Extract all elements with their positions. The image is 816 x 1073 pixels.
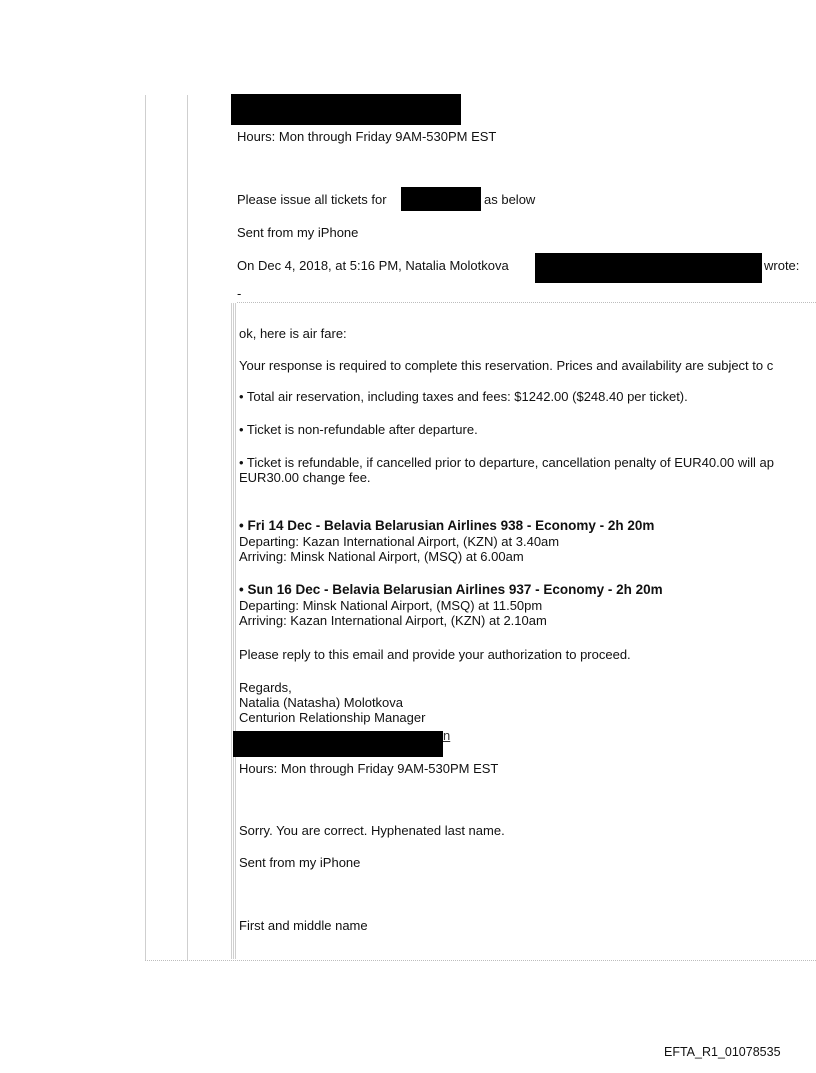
non-refundable-bullet: • Ticket is non-refundable after departure. — [239, 422, 478, 437]
quote-separator-line — [237, 302, 816, 303]
quote-bar — [231, 303, 237, 959]
signature-title: Centurion Relationship Manager — [239, 710, 426, 725]
change-fee-text: EUR30.00 change fee. — [239, 470, 371, 485]
quote-header-text: On Dec 4, 2018, at 5:16 PM, Natalia Molotkova — [237, 258, 509, 273]
refundable-bullet: • Ticket is refundable, if cancelled prior to departure, cancellation penalty of EUR40.00 will ap — [239, 455, 774, 470]
total-fare-bullet: • Total air reservation, including taxes and fees: $1242.00 ($248.40 per ticket). — [239, 389, 688, 404]
flight-2-title: • Sun 16 Dec - Belavia Belarusian Airlines 937 - Economy - 2h 20m — [239, 582, 663, 597]
airfare-text: ok, here is air fare: — [239, 326, 347, 341]
sent-from-iphone: Sent from my iPhone — [237, 225, 359, 240]
dash-text: - — [237, 286, 242, 301]
signature-name: Natalia (Natasha) Molotkova — [239, 695, 404, 710]
reply-request-text: Please reply to this email and provide your authorization to proceed. — [239, 647, 631, 662]
flight-2-departing: Departing: Minsk National Airport, (MSQ) at 11.50pm — [239, 598, 543, 613]
issue-tickets-text: Please issue all tickets for — [237, 192, 387, 207]
redaction-block — [233, 731, 443, 757]
redaction-block — [231, 94, 461, 125]
hours-text-2: Hours: Mon through Friday 9AM-530PM EST — [239, 761, 499, 776]
flight-1-title: • Fri 14 Dec - Belavia Belarusian Airlines 938 - Economy - 2h 20m — [239, 518, 655, 533]
sent-from-iphone-2: Sent from my iPhone — [239, 855, 361, 870]
regards-text: Regards, — [239, 680, 292, 695]
redaction-block — [535, 253, 762, 283]
flight-1-arriving: Arriving: Minsk National Airport, (MSQ) at 6.00am — [239, 549, 524, 564]
quote-header-wrote: wrote: — [764, 258, 800, 273]
document-id: EFTA_R1_01078535 — [664, 1045, 781, 1059]
hours-text: Hours: Mon through Friday 9AM-530PM EST — [237, 129, 497, 144]
inner-border-line — [187, 95, 188, 961]
sorry-text: Sorry. You are correct. Hyphenated last name. — [239, 823, 505, 838]
issue-tickets-suffix: as below — [484, 192, 536, 207]
flight-1-departing: Departing: Kazan International Airport, (KZN) at 3.40am — [239, 534, 560, 549]
signature-link[interactable]: n — [443, 728, 451, 743]
response-required-text: Your response is required to complete this reservation. Prices and availability are subject to c — [239, 358, 774, 373]
left-border-line — [145, 95, 146, 961]
bottom-border-line — [145, 960, 816, 961]
first-middle-name-text: First and middle name — [239, 918, 368, 933]
flight-2-arriving: Arriving: Kazan International Airport, (KZN) at 2.10am — [239, 613, 547, 628]
redaction-block — [401, 187, 481, 211]
